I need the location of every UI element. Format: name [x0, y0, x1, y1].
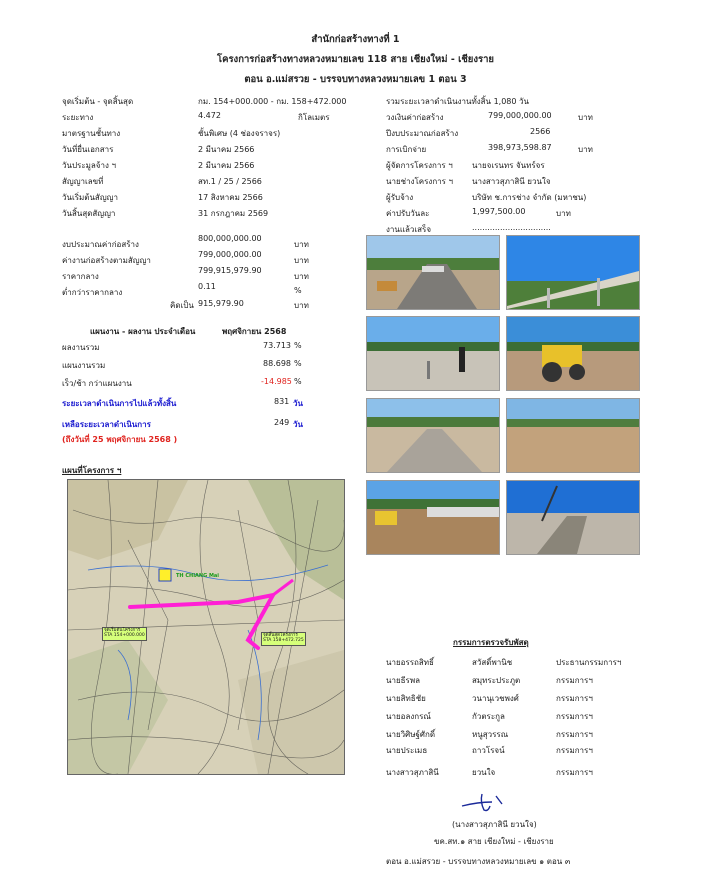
- budget-label: งบประมาณค่าก่อสร้าง: [62, 240, 139, 249]
- progress-label: ผลงานรวม: [62, 343, 100, 352]
- committee-role: ประธานกรรมการฯ: [556, 658, 622, 667]
- site-photo: [366, 316, 500, 391]
- committee-surname: วนานุเวชพงศ์: [472, 694, 519, 703]
- committee-surname: หนูสุวรรณ: [472, 730, 509, 739]
- info-label: มาตรฐานชั้นทาง: [62, 129, 121, 138]
- progress-unit: %: [294, 341, 302, 350]
- info-value: 1,997,500.00: [472, 207, 526, 216]
- info-value: 17 สิงหาคม 2566: [198, 193, 263, 202]
- header-line-3: ตอน อ.แม่สรวย - บรรจบทางหลวงหมายเลข 1 ตอน 3: [244, 74, 467, 85]
- info-label: สัญญาเลขที่: [62, 177, 104, 186]
- map-town-label: TH CHIANG Mai: [176, 573, 220, 579]
- info-label: ค่าปรับวันละ: [386, 209, 430, 218]
- info-value: 2 มีนาคม 2566: [198, 145, 255, 154]
- header-line-1: สำนักก่อสร้างทางที่ 1: [311, 34, 400, 45]
- elapsed-unit: วัน: [293, 399, 303, 408]
- signature-mark: [458, 790, 518, 814]
- committee-heading: กรรมการตรวจรับพัสดุ: [453, 638, 529, 647]
- info-label: ระยะทาง: [62, 113, 94, 122]
- info-value: 799,000,000.00: [488, 111, 552, 120]
- budget-value: 799,000,000.00: [198, 250, 262, 259]
- committee-name: นายวิศิษฐ์ศักดิ์: [386, 730, 436, 739]
- remaining-label: เหลือระยะเวลาดำเนินการ: [62, 420, 151, 429]
- budget-value: 800,000,000.00: [198, 234, 262, 243]
- site-photo: [506, 235, 640, 310]
- info-value: ชั้นพิเศษ (4 ช่องจราจร): [198, 129, 281, 138]
- info-unit: บาท: [578, 113, 593, 122]
- budget-unit: บาท: [294, 272, 309, 281]
- info-value: กม. 154+000.000 - กม. 158+472.000: [198, 97, 347, 106]
- remaining-value: 249: [274, 418, 290, 427]
- site-photo: [366, 398, 500, 473]
- budget-label: คิดเป็น: [170, 301, 194, 310]
- budget-unit: บาท: [294, 301, 309, 310]
- committee-name: นายอลงกรณ์: [386, 712, 431, 721]
- committee-role: กรรมการฯ: [556, 712, 593, 721]
- signature-section: ตอน อ.แม่สรวย - บรรจบทางหลวงหมายเลข ๑ ตอน ๓: [386, 857, 571, 866]
- info-label: งานแล้วเสร็จ: [386, 225, 432, 234]
- progress-label: เร็ว/ช้า กว่าแผนงาน: [62, 379, 132, 388]
- site-photo: [506, 398, 640, 473]
- info-label: จุดเริ่มต้น - จุดสิ้นสุด: [62, 97, 134, 106]
- committee-surname: กัวตระกูล: [472, 712, 505, 721]
- info-label: วันสิ้นสุดสัญญา: [62, 209, 116, 218]
- committee-surname: สมุทระประภูต: [472, 676, 521, 685]
- committee-role: กรรมการฯ: [556, 676, 593, 685]
- committee-name: นางสาวสุภาสินี: [386, 768, 439, 777]
- budget-label: ต่ำกว่าราคากลาง: [62, 288, 123, 297]
- progress-label: แผนงานรวม: [62, 361, 106, 370]
- committee-name: นายประเมธ: [386, 746, 428, 755]
- signature-name: (นางสาวสุภาสินี ยวนใจ): [452, 820, 537, 829]
- info-value: ...............................: [472, 223, 551, 232]
- progress-value-behind: -14.985: [261, 377, 292, 386]
- budget-value: 0.11: [198, 282, 216, 291]
- info-unit: บาท: [578, 145, 593, 154]
- progress-unit: %: [294, 359, 302, 368]
- progress-header-month: พฤศจิกายน 2568: [222, 327, 287, 336]
- budget-unit: บาท: [294, 240, 309, 249]
- info-value: 2 มีนาคม 2566: [198, 161, 255, 170]
- map-start-label: จุดเริ่มต้นโครงการ STA 154+000.000: [102, 627, 147, 641]
- signature-position: ขค.สท.๑ สาย เชียงใหม่ - เชียงราย: [434, 837, 554, 846]
- info-label: วงเงินค่าก่อสร้าง: [386, 113, 444, 122]
- map-heading: แผนที่โครงการ ฯ: [62, 466, 122, 475]
- info-value: นางสาวสุภาสินี ยวนใจ: [472, 177, 551, 186]
- info-value: สท.1 / 25 / 2566: [198, 177, 262, 186]
- project-map: [67, 479, 345, 775]
- info-label: วันที่ยื่นเอกสาร: [62, 145, 114, 154]
- elapsed-value: 831: [274, 397, 290, 406]
- info-value: 4.472: [198, 111, 221, 120]
- remaining-unit: วัน: [293, 420, 303, 429]
- info-value: 398,973,598.87: [488, 143, 552, 152]
- info-label: นายช่างโครงการ ฯ: [386, 177, 453, 186]
- as-of-date: (ถึงวันที่ 25 พฤศจิกายน 2568 ): [62, 435, 178, 444]
- budget-unit: บาท: [294, 256, 309, 265]
- progress-unit: %: [294, 377, 302, 386]
- info-label: ปีงบประมาณก่อสร้าง: [386, 129, 459, 138]
- info-value: 2566: [530, 127, 551, 136]
- site-photo: [506, 316, 640, 391]
- info-value: 31 กรกฎาคม 2569: [198, 209, 269, 218]
- progress-value: 73.713: [263, 341, 291, 350]
- committee-role: กรรมการฯ: [556, 730, 593, 739]
- info-unit: กิโลเมตร: [298, 113, 330, 122]
- committee-surname: สวัสดิ์พานิช: [472, 658, 513, 667]
- info-label: ผู้จัดการโครงการ ฯ: [386, 161, 453, 170]
- info-label: วันประมูลจ้าง ฯ: [62, 161, 116, 170]
- committee-surname: ถาวโรจน์: [472, 746, 505, 755]
- budget-label: ค่างานก่อสร้างตามสัญญา: [62, 256, 151, 265]
- budget-label: ราคากลาง: [62, 272, 99, 281]
- budget-unit: %: [294, 286, 302, 295]
- progress-value: 88.698: [263, 359, 291, 368]
- info-value: บริษัท ช.การช่าง จำกัด (มหาชน): [472, 193, 587, 202]
- committee-role: กรรมการฯ: [556, 768, 593, 777]
- info-label: การเบิกจ่าย: [386, 145, 427, 154]
- elapsed-label: ระยะเวลาดำเนินการไปแล้วทั้งสิ้น: [62, 399, 177, 408]
- header-line-2: โครงการก่อสร้างทางหลวงหมายเลข 118 สาย เชียงใหม่ - เชียงราย: [217, 54, 494, 65]
- budget-value: 799,915,979.90: [198, 266, 262, 275]
- site-photo: [506, 480, 640, 555]
- site-photo: [366, 235, 500, 310]
- budget-value: 915,979.90: [198, 299, 244, 308]
- info-label: วันเริ่มต้นสัญญา: [62, 193, 118, 202]
- info-value: นายจเรนทร จันทร์จร: [472, 161, 545, 170]
- info-label: ผู้รับจ้าง: [386, 193, 414, 202]
- committee-role: กรรมการฯ: [556, 694, 593, 703]
- site-photo: [366, 480, 500, 555]
- committee-role: กรรมการฯ: [556, 746, 593, 755]
- committee-name: นายธีรพล: [386, 676, 421, 685]
- committee-name: นายอรรถสิทธิ์: [386, 658, 434, 667]
- committee-surname: ยวนใจ: [472, 768, 496, 777]
- committee-name: นายสิทธิชัย: [386, 694, 426, 703]
- map-end-label: จุดสิ้นสุดโครงการ STA 158+472.725: [261, 632, 306, 646]
- progress-header-label: แผนงาน - ผลงาน ประจำเดือน: [90, 327, 196, 336]
- info-unit: บาท: [556, 209, 571, 218]
- info-label: รวมระยะเวลาดำเนินงานทั้งสิ้น 1,080 วัน: [386, 97, 529, 106]
